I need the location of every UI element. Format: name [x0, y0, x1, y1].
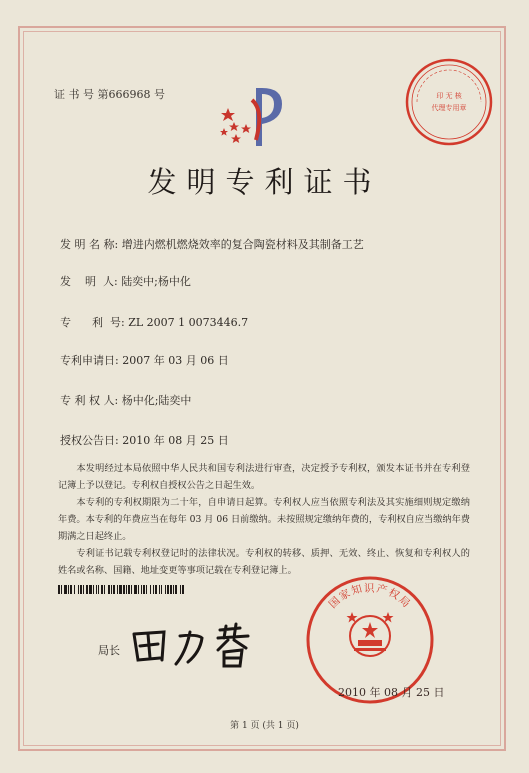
agency-corner-seal — [403, 56, 495, 148]
barcode-bar — [159, 585, 160, 594]
barcode-bar — [123, 585, 125, 594]
barcode-bar — [180, 585, 181, 594]
barcode-bar — [64, 585, 67, 594]
director-label: 局长 — [98, 644, 120, 657]
grant-date-label: 授权公告日: — [60, 434, 119, 447]
inventor-value: 陆奕中;杨中化 — [121, 275, 191, 288]
barcode-bar — [104, 585, 105, 594]
barcode-bar — [141, 585, 142, 594]
barcode-bar — [98, 585, 99, 594]
patentee-value: 杨中化;陆奕中 — [121, 394, 192, 407]
barcode-bar — [155, 585, 157, 594]
grant-date-value: 2010 年 08 月 25 日 — [122, 434, 229, 447]
barcode-bar — [58, 585, 60, 594]
director-signature — [128, 620, 278, 670]
barcode-bar — [86, 585, 88, 594]
seal-agency-text: 国家知识产权局 — [326, 582, 414, 611]
body-paragraph-2: 本专利的专利权期限为二十年，自申请日起算。专利权人应当依照专利法及其实施细则规定缴纳年费。本专利的年费应当在每年 03 月 06 日前缴纳。未按照规定缴纳年费的，专利权自应当缴纳年费期满之日起终止。 — [58, 497, 470, 542]
barcode-bar — [167, 585, 169, 594]
patent-number-label: 专 利 号: — [60, 316, 125, 329]
barcode-bar — [61, 585, 62, 594]
grant-date-field — [60, 432, 229, 448]
barcode-bar — [182, 585, 184, 594]
barcode-bar — [126, 585, 127, 594]
barcode-bar — [143, 585, 145, 594]
barcode-bar — [83, 585, 84, 594]
barcode-bar — [153, 585, 154, 594]
barcode-bar — [78, 585, 79, 594]
barcode-bar — [119, 585, 122, 594]
barcode-bar — [117, 585, 118, 594]
inventor-label: 发 明 人: — [60, 275, 118, 288]
seal-date: 2010 年 08 月 25 日 — [338, 686, 445, 699]
barcode-bar — [131, 585, 132, 594]
filing-date-field — [60, 352, 229, 368]
filing-date-label: 专利申请日: — [60, 354, 119, 367]
barcode — [58, 585, 286, 594]
certificate-body-text — [58, 460, 470, 579]
barcode-bar — [108, 585, 110, 594]
barcode-bar — [80, 585, 82, 594]
invention-name-label: 发 明 名 称: — [60, 238, 119, 251]
body-paragraph-3: 专利证书记载专利权登记时的法律状况。专利权的转移、质押、无效、终止、恢复和专利权人的姓名或名称、国籍、地址变更等事项记载在专利登记簿上。 — [58, 548, 470, 576]
barcode-bar — [68, 585, 69, 594]
page-footer: 第 1 页 (共 1 页) — [230, 721, 299, 731]
svg-text:代理专用章: 代理专用章 — [431, 104, 467, 112]
invention-name-value: 增进内燃机燃烧效率的复合陶瓷材料及其制备工艺 — [121, 238, 364, 251]
barcode-bar — [128, 585, 130, 594]
barcode-bar — [74, 585, 75, 594]
barcode-bar — [96, 585, 97, 594]
barcode-bar — [175, 585, 177, 594]
barcode-bar — [93, 585, 94, 594]
barcode-bar — [150, 585, 151, 594]
certificate-number: 证 书 号 第666968 号 — [54, 88, 165, 101]
certificate-title: 发明专利证书 — [147, 165, 382, 199]
patent-number-value: ZL 2007 1 0073446.7 — [128, 316, 249, 329]
patentee-label: 专 利 权 人: — [60, 394, 119, 407]
barcode-bar — [161, 585, 162, 594]
svg-text:印 无 核: 印 无 核 — [436, 92, 462, 100]
invention-name-field — [60, 236, 364, 252]
barcode-bar — [173, 585, 174, 594]
barcode-bar — [165, 585, 166, 594]
barcode-bar — [146, 585, 147, 594]
barcode-bar — [113, 585, 115, 594]
barcode-bar — [170, 585, 172, 594]
patentee-field — [60, 392, 191, 408]
barcode-bar — [89, 585, 92, 594]
barcode-bar — [111, 585, 112, 594]
patent-office-emblem — [212, 80, 292, 150]
barcode-bar — [101, 585, 103, 594]
inventor-field — [60, 273, 191, 289]
patent-number-field — [60, 314, 248, 330]
barcode-bar — [134, 585, 137, 594]
filing-date-value: 2007 年 03 月 06 日 — [122, 354, 229, 367]
barcode-bar — [70, 585, 72, 594]
body-paragraph-1: 本发明经过本局依照中华人民共和国专利法进行审查，决定授予专利权，颁发本证书并在专利登记簿上予以登记。专利权自授权公告之日起生效。 — [58, 463, 470, 491]
barcode-bar — [138, 585, 139, 594]
